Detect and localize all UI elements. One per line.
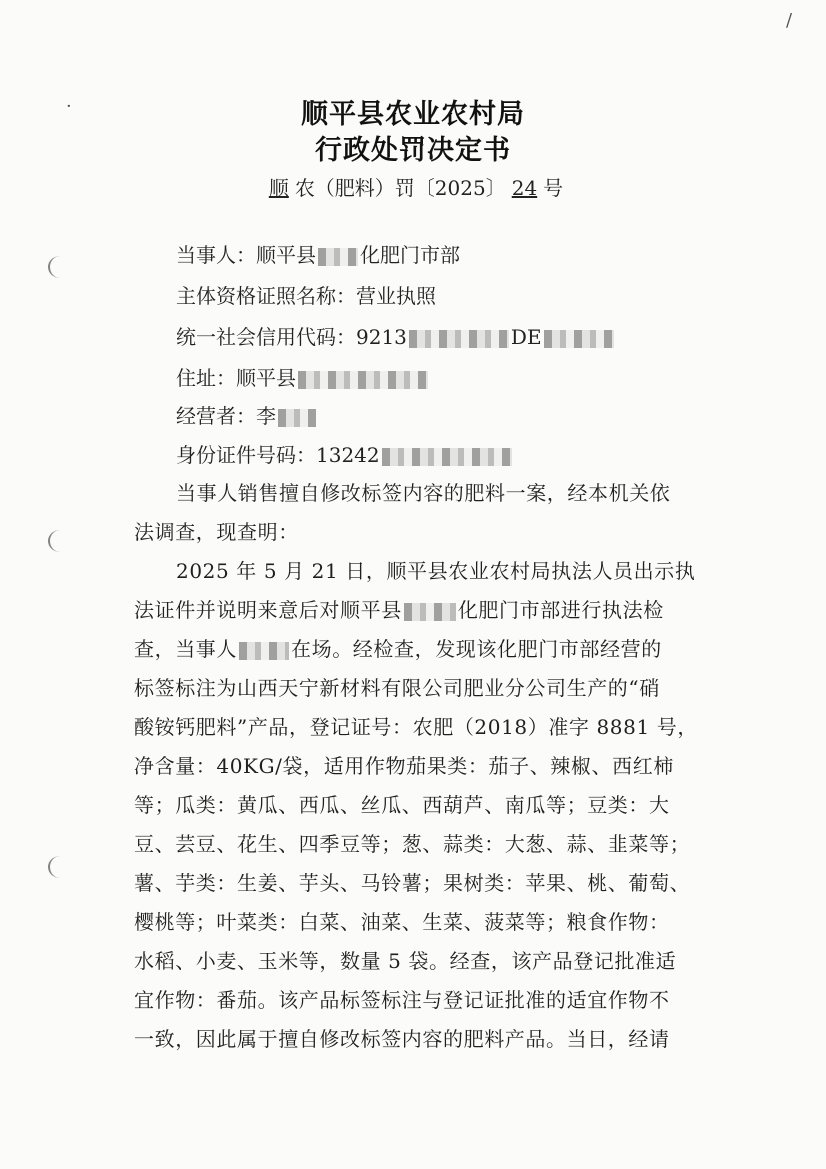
operator-field: 经营者：李 [176, 400, 318, 429]
body-line: 樱桃等；叶菜类：白菜、油菜、生菜、菠菜等；粮食作物： [134, 910, 670, 934]
redaction-block [382, 448, 512, 466]
body-line: 水稻、小麦、玉米等，数量 5 袋。经查，该产品登记批准适 [134, 949, 677, 973]
redaction-block [544, 330, 614, 348]
redaction-block [239, 642, 289, 660]
body-line: 标签标注为山西天宁新材料有限公司肥业分公司生产的“硝 [134, 676, 660, 700]
body-line: 等；瓜类：黄瓜、西瓜、丝瓜、西葫芦、南瓜等；豆类：大 [134, 793, 670, 817]
punch-hole-mark [48, 256, 72, 278]
redaction-block [298, 371, 428, 389]
party-name-field: 当事人：顺平县 化肥门市部 [176, 243, 460, 267]
body-line: 一致，因此属于擅自修改标签内容的肥料产品。当日，经请 [134, 1027, 670, 1051]
redaction-block [404, 603, 456, 621]
document-title-org: 顺平县农业农村局 [301, 99, 525, 130]
body-line: 薯、芋类：生姜、芋头、马铃薯；果树类：苹果、桃、葡萄、 [134, 871, 691, 895]
body-line: 当事人销售擅自修改标签内容的肥料一案，经本机关依 [176, 481, 671, 505]
address-field: 住址：顺平县 [176, 362, 430, 391]
redaction-block [409, 330, 509, 348]
body-line: 2025 年 5 月 21 日，顺平县农业农村局执法人员出示执 [176, 559, 696, 583]
punch-hole-mark [48, 856, 72, 878]
license-field: 主体资格证照名称：营业执照 [176, 284, 436, 308]
id-number-field: 身份证件号码：13242 [176, 439, 514, 468]
scan-speck: · [66, 96, 72, 117]
credit-code-field: 统一社会信用代码：9213 DE [176, 321, 616, 350]
redaction-block [318, 248, 358, 266]
body-line: 查，当事人 在场。经检查，发现该化肥门市部经营的 [134, 637, 662, 661]
document-title-type: 行政处罚决定书 [315, 135, 511, 166]
body-line: 净含量：40KG/袋，适用作物茄果类：茄子、辣椒、西红柿 [134, 754, 674, 778]
redaction-block [278, 409, 316, 427]
document-number: 顺 农（肥料）罚〔2025〕 24 号 [268, 176, 564, 200]
scan-tick: / [786, 10, 793, 31]
punch-hole-mark [48, 530, 72, 552]
body-line: 宜作物：番茄。该产品标签标注与登记证批准的适宜作物不 [134, 988, 670, 1012]
body-line: 酸铵钙肥料”产品，登记证号：农肥（2018）准字 8881 号， [134, 715, 698, 739]
body-line: 法调查，现查明： [134, 520, 299, 544]
body-line: 豆、芸豆、花生、四季豆等；葱、蒜类：大葱、蒜、韭菜等； [134, 832, 691, 856]
body-line: 法证件并说明来意后对顺平县 化肥门市部进行执法检 [134, 598, 664, 622]
